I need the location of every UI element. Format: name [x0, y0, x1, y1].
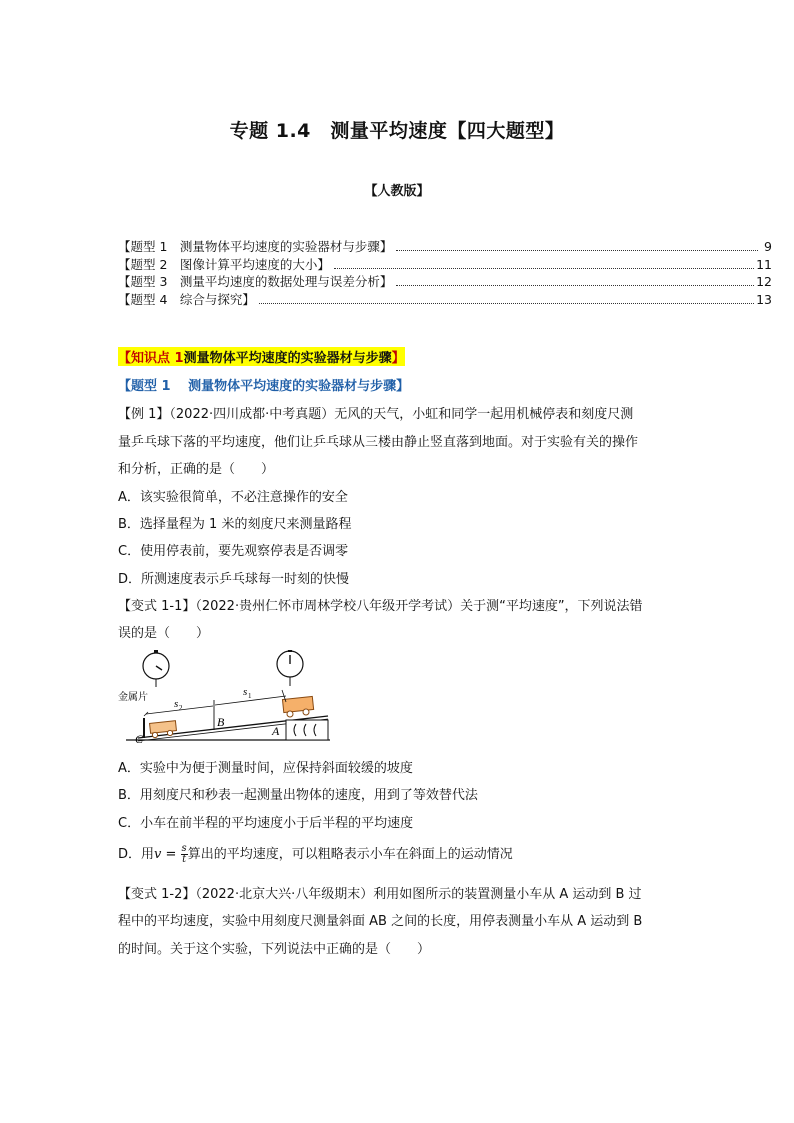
toc-entry-page: 9: [764, 239, 772, 254]
toc-entry-page: 12: [756, 274, 772, 289]
option-d-prefix: D．用: [118, 847, 155, 862]
point-b-label: B: [217, 715, 225, 729]
toc-leader-dots: [396, 284, 754, 286]
page-title: 专题 1.4 测量平均速度【四大题型】: [229, 120, 565, 142]
formula-fraction: [181, 844, 188, 865]
knowledge-prefix: 【知识点 1: [118, 351, 184, 366]
toc-entry-label: 【题型 4 综合与探究】: [118, 291, 255, 307]
fraction-numerator: s: [181, 843, 187, 854]
incline-experiment-figure: [118, 650, 333, 750]
stopwatch-icon: [143, 650, 169, 687]
example-text-line: 和分析，正确的是（ ）: [118, 462, 275, 477]
answer-option-formula: [118, 843, 513, 865]
toc-entry[interactable]: [118, 256, 772, 274]
answer-option: A．该实验很简单，不必注意操作的安全: [118, 490, 348, 505]
option-d-suffix: 算出的平均速度，可以粗略表示小车在斜面上的运动情况: [187, 847, 513, 862]
answer-option: D．所测速度表示乒乓球每一时刻的快慢: [118, 572, 350, 587]
answer-option: C．小车在前半程的平均速度小于后半程的平均速度: [118, 816, 414, 831]
edition-label: 【人教版】: [364, 184, 430, 199]
answer-option: B．选择量程为 1 米的刻度尺来测量路程: [118, 517, 352, 532]
fraction-denominator: t: [182, 854, 187, 865]
knowledge-suffix: 】: [391, 351, 405, 366]
toc-entry-label: 【题型 2 图像计算平均速度的大小】: [118, 256, 330, 272]
toc-entry[interactable]: [118, 291, 772, 309]
toc-entry-page: 11: [756, 256, 772, 272]
table-of-contents: [118, 238, 772, 308]
incline-support-block: [286, 720, 328, 740]
example-text-line: 量乒乓球下落的平均速度，他们让乒乓球从三楼由静止竖直落到地面。对于实验有关的操作: [118, 435, 639, 450]
variant-text-line: 【变式 1-2】（2022·北京大兴·八年级期末）利用如图所示的装置测量小车从 A 运动到 B 过: [118, 887, 642, 902]
point-a-label: A: [272, 724, 280, 738]
formula-v: v: [154, 847, 162, 862]
answer-option: A．实验中为便于测量时间，应保持斜面较缓的坡度: [118, 761, 413, 776]
s1-subscript: 1: [248, 692, 252, 700]
example-text-line: 【例 1】（2022·四川成都·中考真题）无风的天气，小虹和同学一起用机械停表和刻度尺测: [118, 407, 634, 422]
s2-label: s: [174, 698, 179, 710]
formula-equals: =: [161, 847, 181, 862]
toc-leader-dots: [334, 267, 754, 269]
cart-icon: [282, 696, 313, 717]
toc-entry[interactable]: [118, 238, 772, 256]
toc-entry-label: 【题型 3 测量平均速度的数据处理与误差分析】: [118, 274, 393, 289]
toc-leader-dots: [396, 249, 758, 251]
toc-entry-label: 【题型 1 测量物体平均速度的实验器材与步骤】: [118, 239, 393, 254]
answer-option: C．使用停表前，要先观察停表是否调零: [118, 544, 349, 559]
variant-text-line: 的时间。关于这个实验，下列说法中正确的是（ ）: [118, 942, 431, 957]
variant-text-line: 误的是（ ）: [118, 626, 210, 641]
s2-subscript: 2: [179, 704, 183, 712]
point-c-label: C: [135, 732, 144, 746]
toc-leader-dots: [259, 302, 754, 304]
variant-text-line: 【变式 1-1】（2022·贵州仁怀市周林学校八年级开学考试）关于测“平均速度”，下列说法错: [118, 599, 643, 614]
variant-text-line: 程中的平均速度，实验中用刻度尺测量斜面 AB 之间的长度，用停表测量小车从 A 运动到 B: [118, 914, 643, 929]
toc-entry-page: 13: [756, 291, 772, 307]
s1-label: s: [243, 686, 248, 698]
metal-plate-label: 金属片: [118, 692, 148, 703]
toc-entry[interactable]: [118, 273, 772, 291]
topic-heading: 【题型 1 测量物体平均速度的实验器材与步骤】: [118, 379, 410, 394]
knowledge-point-heading: [118, 347, 405, 366]
stopwatch-icon: [277, 650, 303, 686]
answer-option: B．用刻度尺和秒表一起测量出物体的速度，用到了等效替代法: [118, 788, 478, 803]
knowledge-text: 测量物体平均速度的实验器材与步骤: [183, 351, 392, 366]
